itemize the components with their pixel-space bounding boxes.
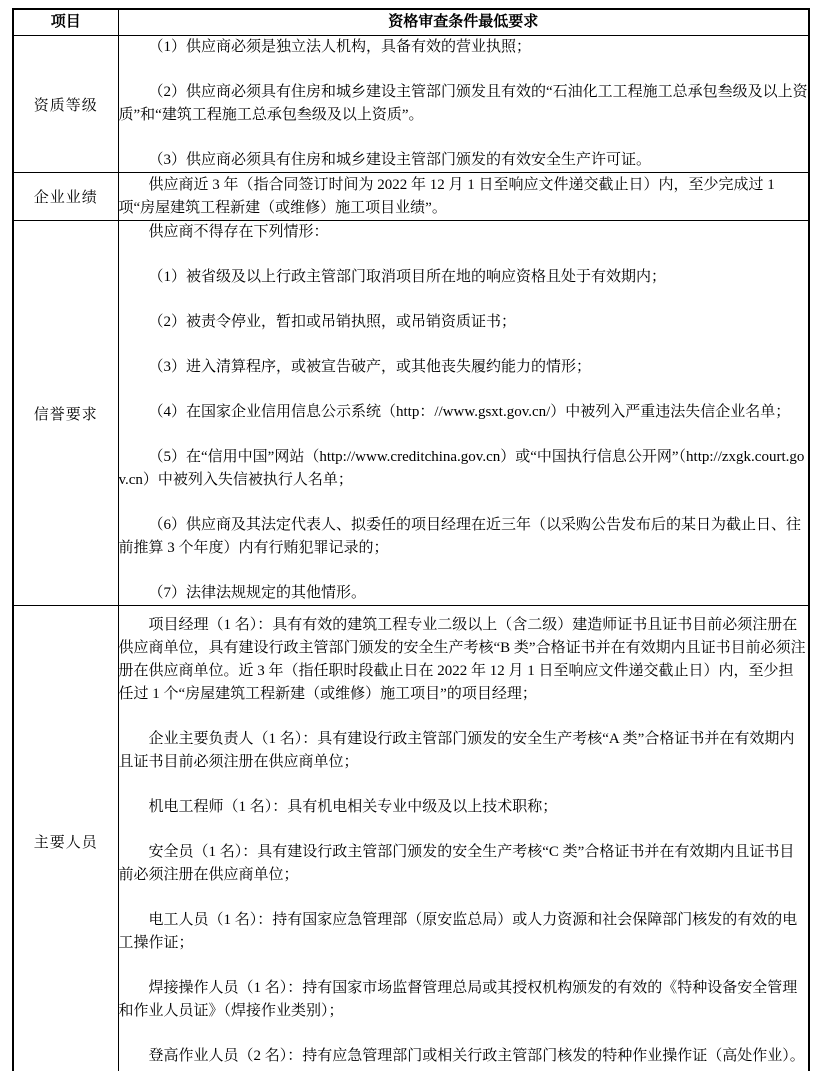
requirement-paragraph: （1）供应商必须是独立法人机构，具备有效的营业执照；	[148, 39, 532, 55]
requirement-paragraph: 供应商近 3 年（指合同签订时间为 2022 年 12 月 1 日至响应文件递交截止日）内，至少完成过 1 项“房屋建筑工程新建（或维修）施工项目业绩”。	[118, 176, 775, 216]
requirement-paragraph: （6）供应商及其法定代表人、拟委任的项目经理在近三年（以采购公告发布后的某日为截止日、往前推算 3 个年度）内有行贿犯罪记录的；	[118, 517, 802, 556]
table-row-reputation-requirements	[13, 221, 809, 606]
table-row-company-performance	[13, 173, 809, 221]
row-content-reputation-requirements	[118, 221, 809, 606]
requirement-paragraph: 电工人员（1 名）：持有国家应急管理部（原安监总局）或人力资源和社会保障部门核发的有效的电工操作证；	[118, 912, 798, 951]
requirement-paragraph: （3）进入清算程序，或被宣告破产，或其他丧失履约能力的情形；	[148, 359, 592, 375]
table-row-key-personnel	[13, 606, 809, 1071]
requirement-paragraph: （5）在“信用中国”网站（http://www.creditchina.gov.cn）或“中国执行信息公开网”（http://zxgk.court.gov.cn）中被列入失信被执行人名单；	[118, 449, 805, 488]
qualification-requirements-table	[12, 8, 810, 1071]
requirement-paragraph: （3）供应商必须具有住房和城乡建设主管部门颁发的有效安全生产许可证。	[148, 152, 652, 168]
requirement-paragraph: （7）法律法规规定的其他情形。	[148, 585, 367, 601]
table-row-qualification-grade	[13, 36, 809, 173]
row-label-reputation-requirements: 信誉要求	[13, 221, 118, 606]
row-content-company-performance	[118, 173, 809, 221]
requirement-paragraph: （2）供应商必须具有住房和城乡建设主管部门颁发且有效的“石油化工工程施工总承包叁级及以上资质”和“建筑工程施工总承包叁级及以上资质”。	[118, 84, 808, 123]
requirement-paragraph: （2）被责令停业，暂扣或吊销执照，或吊销资质证书；	[148, 314, 517, 330]
requirement-paragraph: 焊接操作人员（1 名）：持有国家市场监督管理总局或其授权机构颁发的有效的《特种设备安全管理和作业人员证》（焊接作业类别）；	[118, 980, 798, 1019]
requirement-paragraph: 供应商不得存在下列情形：	[148, 224, 329, 240]
requirement-paragraph: 安全员（1 名）：具有建设行政主管部门颁发的安全生产考核“C 类”合格证书并在有效期内且证书目前必须注册在供应商单位；	[118, 844, 795, 883]
header-cell-item: 项目	[13, 9, 118, 36]
row-label-qualification-grade: 资质等级	[13, 36, 118, 173]
requirement-paragraph: 机电工程师（1 名）：具有机电相关专业中级及以上技术职称；	[148, 799, 558, 815]
row-content-qualification-grade	[118, 36, 809, 173]
table-header-row	[13, 9, 809, 36]
row-label-company-performance: 企业业绩	[13, 173, 118, 221]
requirement-paragraph: 项目经理（1 名）：具有有效的建筑工程专业二级以上（含二级）建造师证书且证书目前必须注册在供应商单位，具有建设行政主管部门颁发的安全生产考核“B 类”合格证书并在有效期内且证书目前必须注册在供应商单位。近 3 年（指任职时段截止日在 2022 年 12 月 1 日至响应文件递交截止日）内，至少担任过 1 个“房屋建筑工程新建（或维修）施工项目”的项目经理；	[118, 617, 806, 702]
row-content-key-personnel	[118, 606, 809, 1071]
header-cell-requirement: 资格审查条件最低要求	[118, 9, 809, 36]
requirement-paragraph: （1）被省级及以上行政主管部门取消项目所在地的响应资格且处于有效期内；	[148, 269, 667, 285]
requirement-paragraph: 企业主要负责人（1 名）：具有建设行政主管部门颁发的安全生产考核“A 类”合格证书并在有效期内且证书目前必须注册在供应商单位；	[118, 731, 795, 770]
requirement-paragraph: （4）在国家企业信用信息公示系统（http：//www.gsxt.gov.cn/）中被列入严重违法失信企业名单；	[148, 404, 791, 420]
requirement-paragraph: 登高作业人员（2 名）：持有应急管理部门或相关行政主管部门核发的特种作业操作证（高处作业）。	[148, 1048, 805, 1064]
row-label-key-personnel: 主要人员	[13, 606, 118, 1071]
